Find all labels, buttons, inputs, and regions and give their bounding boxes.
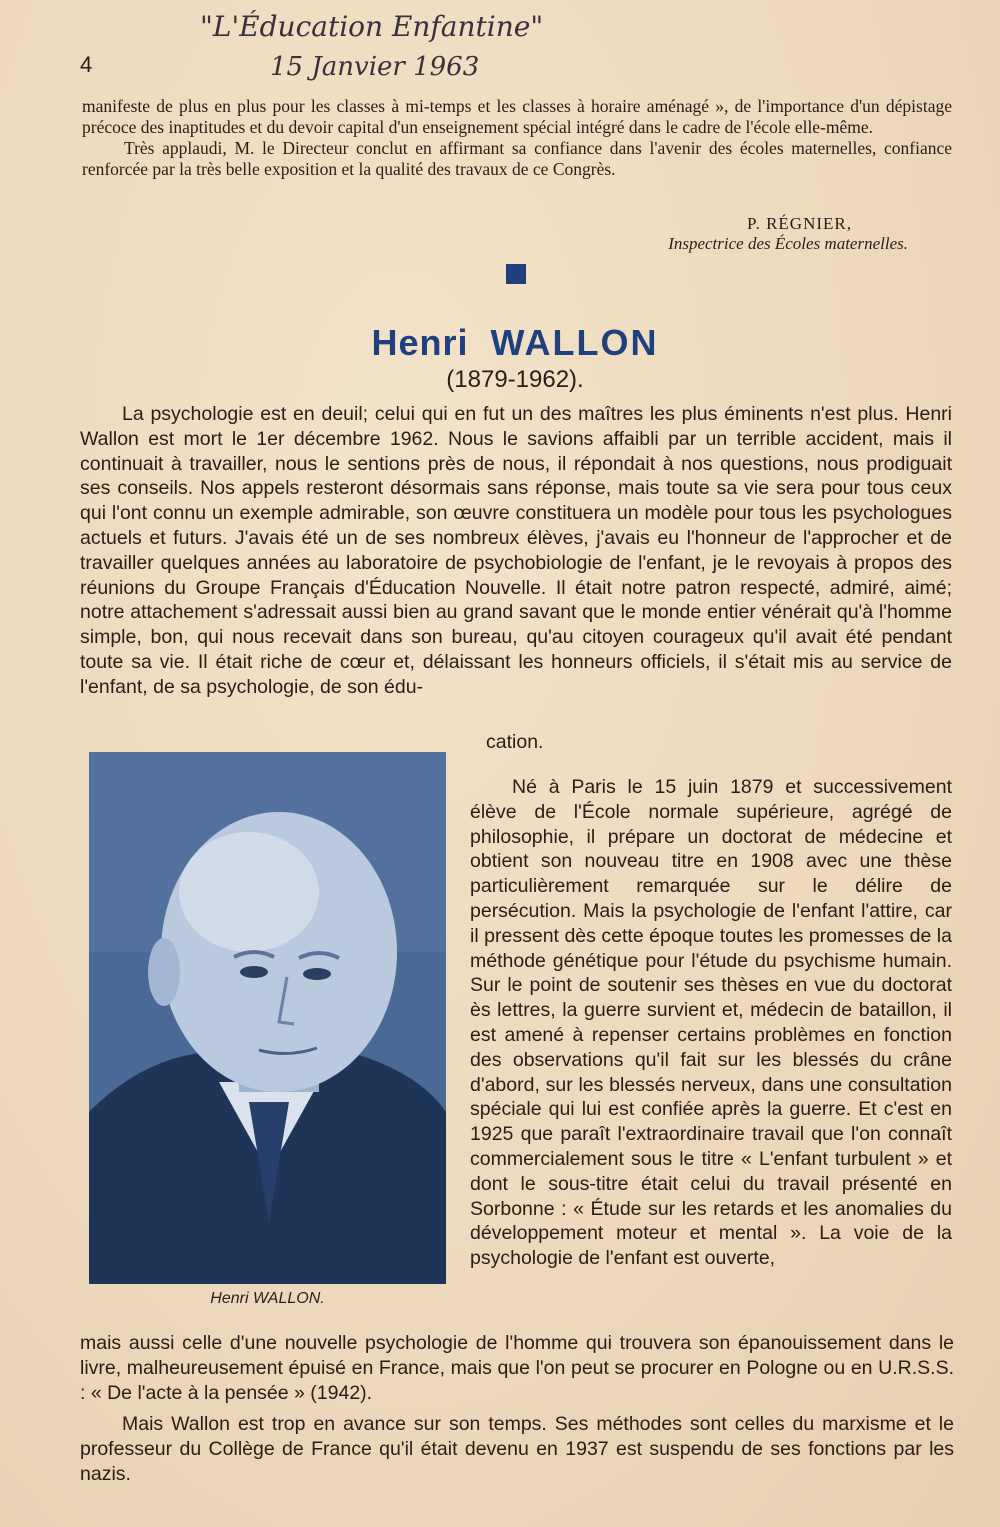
page-number: 4 [80,52,93,77]
article-paragraph-1-end: cation. [486,731,544,753]
title-first-name: Henri [371,322,469,363]
portrait-illustration [89,752,446,1284]
paragraph-3-text: Mais Wallon est trop en avance sur son temps. Ses méthodes sont celles du marxisme et le professeur du Collège de France qu'il était devenu en 1937 est suspendu de ses fonctions par les nazis. [80,1413,954,1485]
article-paragraph-2-continued [80,1331,954,1405]
signature-name: P. RÉGNIER, [747,214,852,233]
intro-paragraph-1: manifeste de plus en plus pour les classes à mi-temps et les classes à horaire aménagé », de l'importance d'un dépistage précoce des inaptitudes et du devoir capital d'un enseignement spécial intégré dans le cadre de l'école elle-même. [82,96,952,137]
paragraph-2-text: Né à Paris le 15 juin 1879 et successivement élève de l'École normale supérieure, agrégé de philosophie, il prépare un doctorat de médecine et obtient son nouveau titre en 1908 avec une thèse particulièrement remarquée sur le délire de persécution. Mais la psychologie de l'enfant l'attire, car il pressent dès cette époque toutes les promesses de la méthode génétique pour l'étude du psychisme humain. Sur le point de soutenir ses thèses en vue du doctorat ès lettres, la guerre survient et, médecin de bataillon, il est amené à repenser certains problèmes en fonction des observations qu'il fait sur les blessés du crâne d'abord, sur les blessés nerveux, dans une consultation spéciale qui lui est confiée après la guerre. Et c'est en 1925 que paraît l'extraordinaire travail que l'on connaît commercialement sous le titre « L'enfant turbulent » et dont le sous-titre était celui du travail présenté en Sorbonne : « Étude sur les retards et les anomalies du développement moteur et mental ». La voie de la psychologie de l'enfant est ouverte, [470,776,952,1270]
signature-title: Inspectrice des Écoles maternelles. [668,234,908,253]
paragraph-1-text: La psychologie est en deuil; celui qui en fut un des maîtres les plus éminents n'est plus. Henri Wallon est mort le 1er décembre 1962. Nous le savions affaibli par un terrible accident, mais il continuait à travailler, nous le sentions près de nous, il répondait à nos questions, nous prodiguait ses conseils. Nos appels resteront désormais sans réponse, mais toute sa vie sera pour tous ceux qui l'ont connu un exemple admirable, son œuvre constituera un modèle pour tous les psychologues actuels et futurs. J'avais été un de ses nombreux élèves, j'avais eu l'honneur de l'approcher et de travailler quelques années au laboratoire de psychobiologie de l'enfant, je le revoyais à propos des réunions du Groupe Français d'Éducation Nouvelle. Il était notre patron respecté, admiré, aimé; notre attachement s'adressait aussi bien au grand savant que le monde entier vénérait qu'à l'homme simple, bon, qui nous recevait dans son bureau, qu'au citoyen courageux qu'il avait été pendant toute sa vie. Il était riche de cœur et, délaissant les honneurs officiels, il s'était mis au service de l'enfant, de sa psychologie, de son édu- [80,403,952,698]
article-paragraph-1 [80,402,952,700]
article-paragraph-2 [470,775,952,1271]
title-surname: WALLON [490,322,659,363]
intro-paragraph-2: Très applaudi, M. le Directeur conclut en affirmant sa confiance dans l'avenir des écoles maternelles, confiance renforcée par la très belle exposition et la qualité des travaux de ce Congrès. [82,138,952,179]
section-divider-square [506,264,526,284]
portrait-photo [89,752,446,1284]
handwritten-date: 15 Janvier 1963 [270,52,480,82]
handwritten-source: "L'Éducation Enfantine" [200,10,544,43]
article-title [0,322,1000,364]
paragraph-2-continued-text: mais aussi celle d'une nouvelle psychologie de l'homme qui trouvera son épanouissement dans le livre, malheureusement épuisé en France, mais que l'on peut se procurer en Pologne ou en U.R.S.S. : « De l'acte à la pensée » (1942). [80,1332,954,1404]
intro-text [82,96,952,180]
article-paragraph-3 [80,1412,954,1486]
article-dates: (1879-1962). [446,366,584,393]
photo-caption: Henri WALLON. [210,1290,325,1307]
